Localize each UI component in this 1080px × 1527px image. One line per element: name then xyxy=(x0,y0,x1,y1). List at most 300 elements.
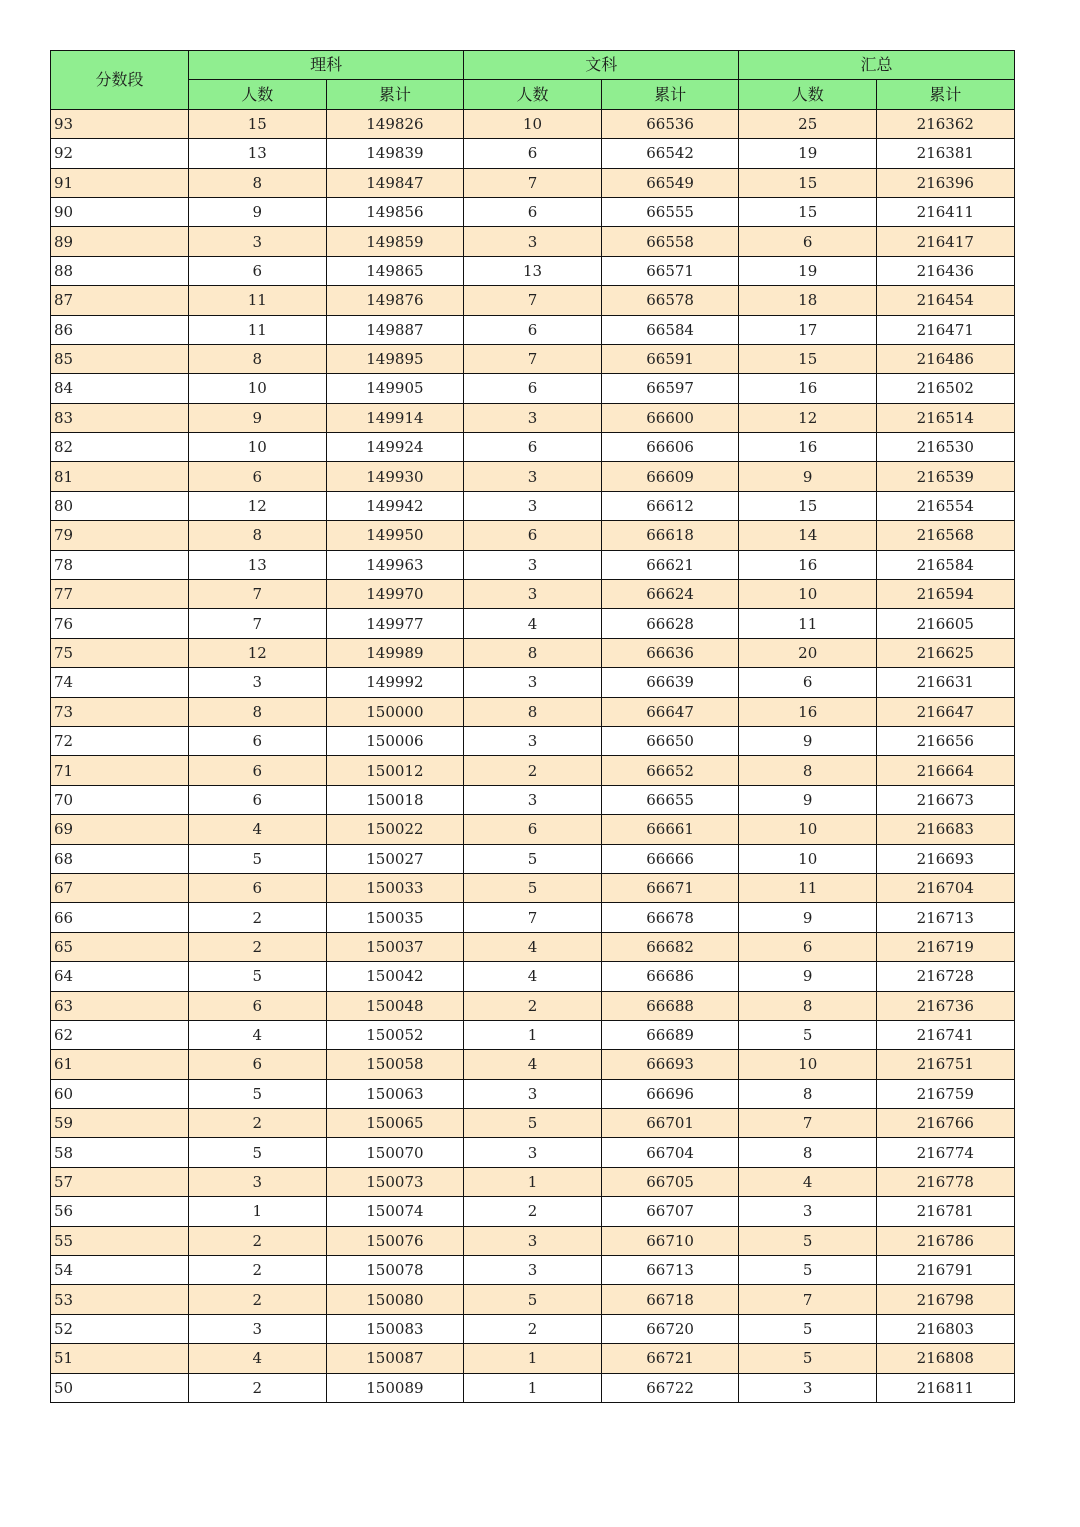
cell-science-cumulative: 150022 xyxy=(326,815,464,844)
cell-score: 68 xyxy=(51,844,189,873)
cell-arts-cumulative: 66618 xyxy=(601,521,739,550)
cell-arts-cumulative: 66721 xyxy=(601,1344,739,1373)
cell-arts-count: 2 xyxy=(464,1197,602,1226)
cell-arts-cumulative: 66666 xyxy=(601,844,739,873)
cell-science-cumulative: 149826 xyxy=(326,109,464,138)
cell-total-cumulative: 216436 xyxy=(877,256,1015,285)
cell-science-count: 10 xyxy=(189,433,327,462)
cell-science-count: 13 xyxy=(189,139,327,168)
cell-arts-count: 6 xyxy=(464,374,602,403)
cell-science-count: 6 xyxy=(189,991,327,1020)
table-row xyxy=(51,403,1015,432)
cell-arts-count: 6 xyxy=(464,521,602,550)
header-science-cumulative: 累计 xyxy=(326,80,464,109)
cell-arts-cumulative: 66578 xyxy=(601,286,739,315)
cell-total-cumulative: 216631 xyxy=(877,668,1015,697)
cell-score: 67 xyxy=(51,873,189,902)
table-row xyxy=(51,668,1015,697)
cell-score: 57 xyxy=(51,1167,189,1196)
cell-arts-count: 3 xyxy=(464,491,602,520)
cell-arts-count: 7 xyxy=(464,168,602,197)
table-row xyxy=(51,256,1015,285)
cell-score: 77 xyxy=(51,580,189,609)
score-distribution-table xyxy=(50,50,1015,1403)
cell-score: 58 xyxy=(51,1138,189,1167)
cell-arts-count: 6 xyxy=(464,815,602,844)
cell-arts-cumulative: 66701 xyxy=(601,1109,739,1138)
cell-science-cumulative: 149924 xyxy=(326,433,464,462)
cell-arts-cumulative: 66652 xyxy=(601,756,739,785)
cell-score: 93 xyxy=(51,109,189,138)
cell-arts-cumulative: 66718 xyxy=(601,1285,739,1314)
header-science-count: 人数 xyxy=(189,80,327,109)
cell-total-cumulative: 216486 xyxy=(877,344,1015,373)
cell-arts-cumulative: 66707 xyxy=(601,1197,739,1226)
table-row xyxy=(51,1109,1015,1138)
cell-total-count: 16 xyxy=(739,550,877,579)
cell-science-cumulative: 149950 xyxy=(326,521,464,550)
cell-total-cumulative: 216647 xyxy=(877,697,1015,726)
cell-total-cumulative: 216454 xyxy=(877,286,1015,315)
cell-total-cumulative: 216781 xyxy=(877,1197,1015,1226)
cell-science-cumulative: 149963 xyxy=(326,550,464,579)
cell-arts-count: 3 xyxy=(464,726,602,755)
cell-science-count: 6 xyxy=(189,462,327,491)
cell-arts-cumulative: 66696 xyxy=(601,1079,739,1108)
cell-total-cumulative: 216766 xyxy=(877,1109,1015,1138)
cell-total-cumulative: 216514 xyxy=(877,403,1015,432)
cell-science-count: 11 xyxy=(189,315,327,344)
cell-total-cumulative: 216728 xyxy=(877,962,1015,991)
cell-total-count: 10 xyxy=(739,815,877,844)
header-arts-cumulative: 累计 xyxy=(601,80,739,109)
cell-arts-cumulative: 66621 xyxy=(601,550,739,579)
cell-score: 65 xyxy=(51,932,189,961)
cell-arts-cumulative: 66628 xyxy=(601,609,739,638)
cell-science-cumulative: 150037 xyxy=(326,932,464,961)
cell-science-count: 2 xyxy=(189,1226,327,1255)
cell-arts-count: 6 xyxy=(464,315,602,344)
table-row xyxy=(51,932,1015,961)
cell-arts-count: 5 xyxy=(464,844,602,873)
cell-total-cumulative: 216713 xyxy=(877,903,1015,932)
cell-science-cumulative: 149905 xyxy=(326,374,464,403)
cell-arts-count: 5 xyxy=(464,1285,602,1314)
cell-science-cumulative: 149977 xyxy=(326,609,464,638)
cell-science-cumulative: 149895 xyxy=(326,344,464,373)
cell-science-count: 2 xyxy=(189,1373,327,1402)
cell-total-count: 9 xyxy=(739,903,877,932)
cell-science-cumulative: 150052 xyxy=(326,1020,464,1049)
cell-science-count: 3 xyxy=(189,668,327,697)
cell-total-count: 6 xyxy=(739,932,877,961)
cell-total-cumulative: 216417 xyxy=(877,227,1015,256)
cell-science-cumulative: 150076 xyxy=(326,1226,464,1255)
table-row xyxy=(51,1138,1015,1167)
cell-total-count: 15 xyxy=(739,197,877,226)
cell-score: 83 xyxy=(51,403,189,432)
header-total-count: 人数 xyxy=(739,80,877,109)
cell-score: 69 xyxy=(51,815,189,844)
cell-score: 91 xyxy=(51,168,189,197)
cell-arts-count: 1 xyxy=(464,1167,602,1196)
cell-science-count: 7 xyxy=(189,580,327,609)
cell-arts-count: 1 xyxy=(464,1373,602,1402)
cell-total-count: 3 xyxy=(739,1373,877,1402)
cell-total-cumulative: 216381 xyxy=(877,139,1015,168)
cell-total-cumulative: 216605 xyxy=(877,609,1015,638)
cell-score: 59 xyxy=(51,1109,189,1138)
cell-score: 66 xyxy=(51,903,189,932)
cell-total-cumulative: 216539 xyxy=(877,462,1015,491)
cell-science-count: 5 xyxy=(189,962,327,991)
table-row xyxy=(51,726,1015,755)
cell-arts-cumulative: 66636 xyxy=(601,638,739,667)
cell-science-count: 15 xyxy=(189,109,327,138)
cell-score: 76 xyxy=(51,609,189,638)
cell-score: 71 xyxy=(51,756,189,785)
cell-arts-count: 5 xyxy=(464,873,602,902)
cell-score: 81 xyxy=(51,462,189,491)
cell-total-cumulative: 216759 xyxy=(877,1079,1015,1108)
cell-total-count: 10 xyxy=(739,580,877,609)
cell-science-cumulative: 150033 xyxy=(326,873,464,902)
cell-score: 82 xyxy=(51,433,189,462)
cell-science-cumulative: 149970 xyxy=(326,580,464,609)
cell-science-count: 8 xyxy=(189,344,327,373)
table-row xyxy=(51,139,1015,168)
cell-science-cumulative: 149876 xyxy=(326,286,464,315)
cell-total-count: 15 xyxy=(739,491,877,520)
table-row xyxy=(51,1285,1015,1314)
cell-total-count: 7 xyxy=(739,1285,877,1314)
cell-science-cumulative: 150078 xyxy=(326,1256,464,1285)
cell-arts-cumulative: 66584 xyxy=(601,315,739,344)
cell-science-count: 6 xyxy=(189,873,327,902)
cell-science-cumulative: 149914 xyxy=(326,403,464,432)
cell-total-count: 6 xyxy=(739,227,877,256)
cell-arts-count: 7 xyxy=(464,903,602,932)
table-row xyxy=(51,756,1015,785)
cell-arts-cumulative: 66639 xyxy=(601,668,739,697)
cell-total-count: 20 xyxy=(739,638,877,667)
cell-arts-cumulative: 66647 xyxy=(601,697,739,726)
cell-science-count: 2 xyxy=(189,932,327,961)
cell-arts-count: 3 xyxy=(464,227,602,256)
cell-arts-cumulative: 66597 xyxy=(601,374,739,403)
cell-science-count: 6 xyxy=(189,756,327,785)
cell-total-cumulative: 216798 xyxy=(877,1285,1015,1314)
cell-arts-count: 1 xyxy=(464,1020,602,1049)
cell-arts-cumulative: 66704 xyxy=(601,1138,739,1167)
cell-total-count: 14 xyxy=(739,521,877,550)
table-row xyxy=(51,1020,1015,1049)
table-row xyxy=(51,1373,1015,1402)
cell-science-cumulative: 150065 xyxy=(326,1109,464,1138)
cell-arts-cumulative: 66612 xyxy=(601,491,739,520)
cell-score: 56 xyxy=(51,1197,189,1226)
table-row xyxy=(51,1197,1015,1226)
cell-total-cumulative: 216774 xyxy=(877,1138,1015,1167)
cell-total-count: 8 xyxy=(739,1138,877,1167)
cell-score: 79 xyxy=(51,521,189,550)
cell-science-cumulative: 150070 xyxy=(326,1138,464,1167)
table-row xyxy=(51,491,1015,520)
cell-score: 55 xyxy=(51,1226,189,1255)
table-row xyxy=(51,580,1015,609)
cell-total-count: 5 xyxy=(739,1226,877,1255)
cell-total-cumulative: 216568 xyxy=(877,521,1015,550)
cell-science-count: 3 xyxy=(189,227,327,256)
cell-total-count: 9 xyxy=(739,962,877,991)
cell-score: 63 xyxy=(51,991,189,1020)
cell-score: 50 xyxy=(51,1373,189,1402)
table-row xyxy=(51,844,1015,873)
table-row xyxy=(51,344,1015,373)
cell-score: 87 xyxy=(51,286,189,315)
cell-science-count: 12 xyxy=(189,638,327,667)
cell-science-cumulative: 150063 xyxy=(326,1079,464,1108)
cell-total-cumulative: 216704 xyxy=(877,873,1015,902)
cell-total-count: 11 xyxy=(739,609,877,638)
cell-total-count: 8 xyxy=(739,756,877,785)
table-row xyxy=(51,286,1015,315)
cell-arts-cumulative: 66722 xyxy=(601,1373,739,1402)
cell-science-cumulative: 149847 xyxy=(326,168,464,197)
cell-score: 92 xyxy=(51,139,189,168)
cell-arts-count: 7 xyxy=(464,286,602,315)
cell-arts-count: 4 xyxy=(464,1050,602,1079)
cell-science-cumulative: 149865 xyxy=(326,256,464,285)
header-group-science: 理科 xyxy=(189,51,464,80)
cell-arts-cumulative: 66650 xyxy=(601,726,739,755)
cell-total-cumulative: 216625 xyxy=(877,638,1015,667)
cell-arts-cumulative: 66591 xyxy=(601,344,739,373)
cell-science-cumulative: 149942 xyxy=(326,491,464,520)
cell-arts-count: 10 xyxy=(464,109,602,138)
cell-science-count: 3 xyxy=(189,1167,327,1196)
cell-science-count: 5 xyxy=(189,1138,327,1167)
cell-total-cumulative: 216362 xyxy=(877,109,1015,138)
cell-score: 70 xyxy=(51,785,189,814)
cell-score: 62 xyxy=(51,1020,189,1049)
cell-total-cumulative: 216786 xyxy=(877,1226,1015,1255)
cell-arts-count: 5 xyxy=(464,1109,602,1138)
cell-total-count: 19 xyxy=(739,256,877,285)
cell-arts-count: 3 xyxy=(464,580,602,609)
cell-arts-count: 6 xyxy=(464,433,602,462)
cell-science-cumulative: 150035 xyxy=(326,903,464,932)
table-row xyxy=(51,609,1015,638)
table-row xyxy=(51,109,1015,138)
cell-total-cumulative: 216719 xyxy=(877,932,1015,961)
table-header xyxy=(51,51,1015,110)
cell-total-count: 4 xyxy=(739,1167,877,1196)
cell-arts-cumulative: 66693 xyxy=(601,1050,739,1079)
cell-arts-count: 3 xyxy=(464,1256,602,1285)
cell-arts-count: 3 xyxy=(464,462,602,491)
cell-arts-count: 2 xyxy=(464,991,602,1020)
cell-science-cumulative: 150083 xyxy=(326,1314,464,1343)
cell-total-count: 9 xyxy=(739,785,877,814)
cell-science-cumulative: 149992 xyxy=(326,668,464,697)
cell-total-count: 3 xyxy=(739,1197,877,1226)
cell-science-cumulative: 150058 xyxy=(326,1050,464,1079)
table-row xyxy=(51,168,1015,197)
cell-arts-count: 7 xyxy=(464,344,602,373)
cell-total-count: 11 xyxy=(739,873,877,902)
cell-science-count: 8 xyxy=(189,521,327,550)
cell-arts-cumulative: 66600 xyxy=(601,403,739,432)
cell-arts-count: 4 xyxy=(464,932,602,961)
cell-arts-count: 4 xyxy=(464,609,602,638)
table-row xyxy=(51,638,1015,667)
cell-arts-count: 2 xyxy=(464,756,602,785)
cell-science-count: 4 xyxy=(189,815,327,844)
cell-arts-cumulative: 66558 xyxy=(601,227,739,256)
cell-total-count: 16 xyxy=(739,433,877,462)
table-row xyxy=(51,1050,1015,1079)
table-row xyxy=(51,1256,1015,1285)
cell-total-count: 8 xyxy=(739,1079,877,1108)
header-group-arts: 文科 xyxy=(464,51,739,80)
cell-total-count: 5 xyxy=(739,1256,877,1285)
cell-total-count: 15 xyxy=(739,344,877,373)
cell-score: 89 xyxy=(51,227,189,256)
cell-total-count: 5 xyxy=(739,1314,877,1343)
cell-total-count: 15 xyxy=(739,168,877,197)
cell-total-count: 16 xyxy=(739,697,877,726)
cell-arts-cumulative: 66720 xyxy=(601,1314,739,1343)
cell-total-cumulative: 216502 xyxy=(877,374,1015,403)
cell-total-cumulative: 216554 xyxy=(877,491,1015,520)
cell-arts-cumulative: 66689 xyxy=(601,1020,739,1049)
cell-arts-cumulative: 66624 xyxy=(601,580,739,609)
cell-total-count: 17 xyxy=(739,315,877,344)
cell-score: 80 xyxy=(51,491,189,520)
cell-arts-count: 2 xyxy=(464,1314,602,1343)
cell-arts-cumulative: 66536 xyxy=(601,109,739,138)
header-row-subcolumns xyxy=(51,80,1015,109)
cell-science-count: 5 xyxy=(189,1079,327,1108)
cell-science-cumulative: 149839 xyxy=(326,139,464,168)
cell-arts-cumulative: 66678 xyxy=(601,903,739,932)
cell-total-count: 9 xyxy=(739,462,877,491)
cell-arts-cumulative: 66688 xyxy=(601,991,739,1020)
cell-arts-cumulative: 66609 xyxy=(601,462,739,491)
cell-science-cumulative: 150048 xyxy=(326,991,464,1020)
cell-arts-count: 8 xyxy=(464,638,602,667)
cell-score: 72 xyxy=(51,726,189,755)
cell-total-cumulative: 216530 xyxy=(877,433,1015,462)
table-row xyxy=(51,1344,1015,1373)
cell-arts-cumulative: 66542 xyxy=(601,139,739,168)
cell-science-count: 6 xyxy=(189,256,327,285)
cell-arts-cumulative: 66710 xyxy=(601,1226,739,1255)
cell-science-count: 2 xyxy=(189,903,327,932)
cell-total-count: 6 xyxy=(739,668,877,697)
cell-score: 74 xyxy=(51,668,189,697)
cell-total-count: 25 xyxy=(739,109,877,138)
cell-science-count: 9 xyxy=(189,197,327,226)
table-row xyxy=(51,1314,1015,1343)
cell-score: 53 xyxy=(51,1285,189,1314)
cell-arts-cumulative: 66655 xyxy=(601,785,739,814)
cell-total-cumulative: 216736 xyxy=(877,991,1015,1020)
cell-score: 88 xyxy=(51,256,189,285)
cell-total-cumulative: 216411 xyxy=(877,197,1015,226)
header-total-cumulative: 累计 xyxy=(877,80,1015,109)
table-body xyxy=(51,109,1015,1402)
header-arts-count: 人数 xyxy=(464,80,602,109)
cell-total-count: 9 xyxy=(739,726,877,755)
cell-science-count: 4 xyxy=(189,1020,327,1049)
cell-score: 60 xyxy=(51,1079,189,1108)
cell-science-count: 8 xyxy=(189,168,327,197)
table-row xyxy=(51,873,1015,902)
cell-total-cumulative: 216751 xyxy=(877,1050,1015,1079)
cell-science-cumulative: 150027 xyxy=(326,844,464,873)
cell-science-cumulative: 149930 xyxy=(326,462,464,491)
cell-score: 73 xyxy=(51,697,189,726)
cell-science-count: 6 xyxy=(189,1050,327,1079)
cell-arts-count: 4 xyxy=(464,962,602,991)
cell-total-cumulative: 216594 xyxy=(877,580,1015,609)
cell-arts-cumulative: 66571 xyxy=(601,256,739,285)
cell-science-count: 6 xyxy=(189,785,327,814)
table-row xyxy=(51,550,1015,579)
cell-science-count: 3 xyxy=(189,1314,327,1343)
table-row xyxy=(51,374,1015,403)
cell-arts-count: 3 xyxy=(464,668,602,697)
cell-arts-cumulative: 66682 xyxy=(601,932,739,961)
cell-arts-cumulative: 66606 xyxy=(601,433,739,462)
cell-science-cumulative: 150006 xyxy=(326,726,464,755)
cell-total-cumulative: 216811 xyxy=(877,1373,1015,1402)
cell-arts-count: 3 xyxy=(464,550,602,579)
cell-arts-count: 3 xyxy=(464,1138,602,1167)
cell-score: 51 xyxy=(51,1344,189,1373)
cell-science-count: 1 xyxy=(189,1197,327,1226)
cell-arts-cumulative: 66549 xyxy=(601,168,739,197)
cell-total-count: 16 xyxy=(739,374,877,403)
header-score-range: 分数段 xyxy=(51,51,189,110)
cell-total-cumulative: 216778 xyxy=(877,1167,1015,1196)
cell-total-count: 5 xyxy=(739,1020,877,1049)
table-row xyxy=(51,197,1015,226)
cell-score: 90 xyxy=(51,197,189,226)
cell-total-count: 18 xyxy=(739,286,877,315)
cell-science-cumulative: 150080 xyxy=(326,1285,464,1314)
cell-science-count: 9 xyxy=(189,403,327,432)
cell-arts-cumulative: 66555 xyxy=(601,197,739,226)
cell-total-cumulative: 216693 xyxy=(877,844,1015,873)
cell-total-cumulative: 216673 xyxy=(877,785,1015,814)
cell-arts-count: 6 xyxy=(464,197,602,226)
cell-total-count: 12 xyxy=(739,403,877,432)
cell-science-count: 7 xyxy=(189,609,327,638)
cell-score: 54 xyxy=(51,1256,189,1285)
cell-score: 52 xyxy=(51,1314,189,1343)
cell-score: 75 xyxy=(51,638,189,667)
cell-total-cumulative: 216664 xyxy=(877,756,1015,785)
cell-arts-count: 3 xyxy=(464,1226,602,1255)
cell-total-count: 10 xyxy=(739,1050,877,1079)
cell-score: 84 xyxy=(51,374,189,403)
cell-total-cumulative: 216741 xyxy=(877,1020,1015,1049)
cell-science-count: 13 xyxy=(189,550,327,579)
cell-arts-count: 3 xyxy=(464,1079,602,1108)
